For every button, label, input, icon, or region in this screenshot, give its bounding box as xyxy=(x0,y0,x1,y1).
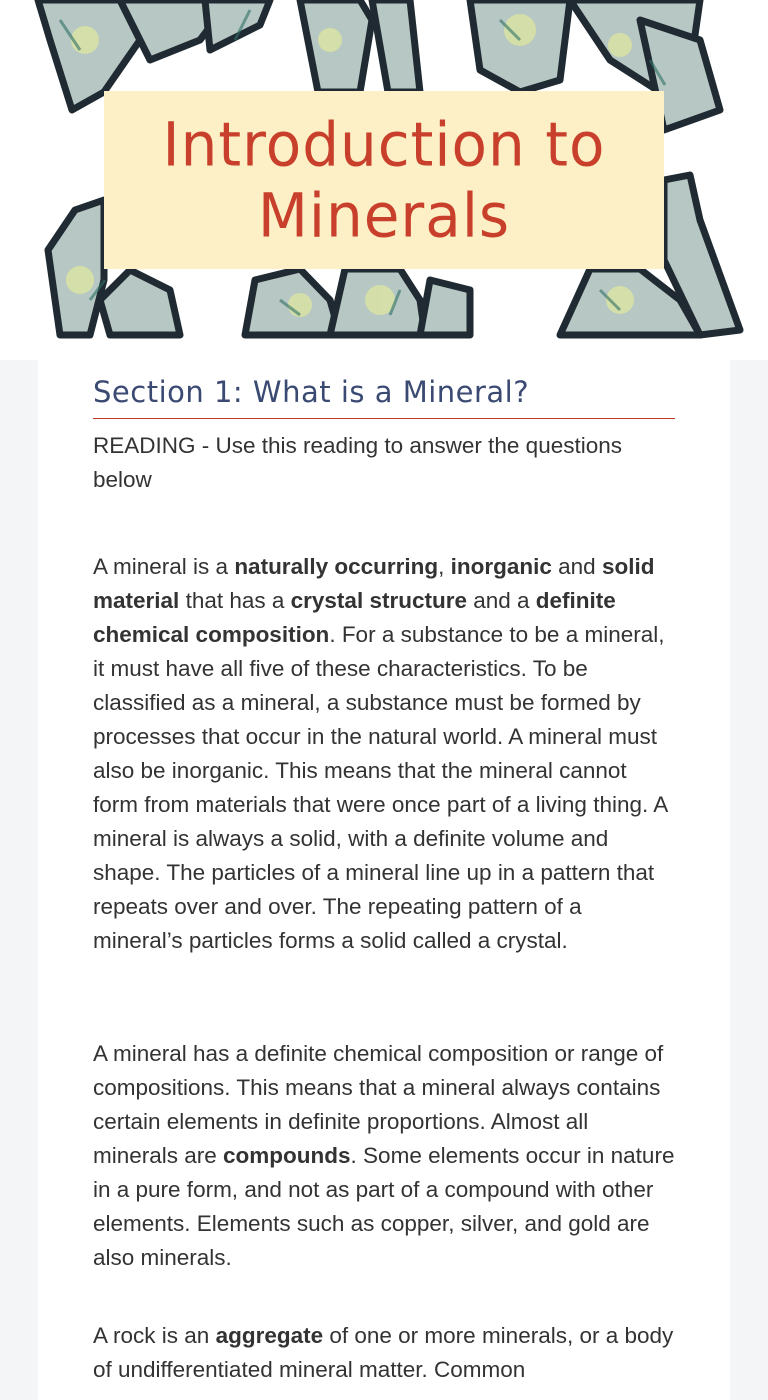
page-title-line-2: Minerals xyxy=(257,180,511,252)
page-title xyxy=(163,109,606,252)
reading-instructions: READING - Use this reading to answer the questions below xyxy=(93,433,622,492)
header-banner xyxy=(0,0,768,360)
text-run: A mineral has a definite chemical composition or range of compositions. This means that a mineral always contains certain elements in definite proportions. Almost all minerals are xyxy=(93,1041,664,1168)
text-run: . Some elements occur in nature in a pure form, and not as part of a compound with other elements. Elements such as copper, silver, and gold are also minerals. xyxy=(93,1143,675,1270)
paragraph-2 xyxy=(93,1037,675,1275)
text-run: of one or more minerals, or a body of undifferentiated mineral matter. Common xyxy=(93,1323,674,1382)
text-run: , xyxy=(438,554,451,579)
text-run: A rock is an xyxy=(93,1323,216,1348)
paragraph-3 xyxy=(93,1319,675,1387)
title-box xyxy=(104,91,664,269)
text-run: and xyxy=(551,554,602,579)
section-title: Section 1: What is a Mineral? xyxy=(93,375,530,409)
bold-term: crystal structure xyxy=(290,588,467,613)
bold-term: aggregate xyxy=(215,1323,324,1348)
paragraph-1 xyxy=(93,550,675,958)
page-title-line-1: Introduction to xyxy=(162,108,606,180)
bold-term: definite chemical composition xyxy=(93,588,616,647)
text-run: and a xyxy=(466,588,536,613)
text-run: that has a xyxy=(179,588,291,613)
bold-term: naturally occurring xyxy=(234,554,439,579)
content-card xyxy=(38,340,730,1400)
section-divider xyxy=(93,418,675,419)
bold-term: compounds xyxy=(223,1143,351,1168)
bold-term: solid material xyxy=(93,554,655,613)
text-run: . For a substance to be a mineral, it must have all five of these characteristics. To be classified as a mineral, a substance must be formed by processes that occur in the natural world. A mineral must also be inorganic. This means that the mineral cannot form from materials that were once part of a living thing. A mineral is always a solid, with a definite volume and shape. The particles of a mineral line up in a pattern that repeats over and over. The repeating pattern of a mineral’s particles forms a solid called a crystal. xyxy=(93,622,668,953)
bold-term: inorganic xyxy=(450,554,552,579)
text-run: A mineral is a xyxy=(93,554,235,579)
